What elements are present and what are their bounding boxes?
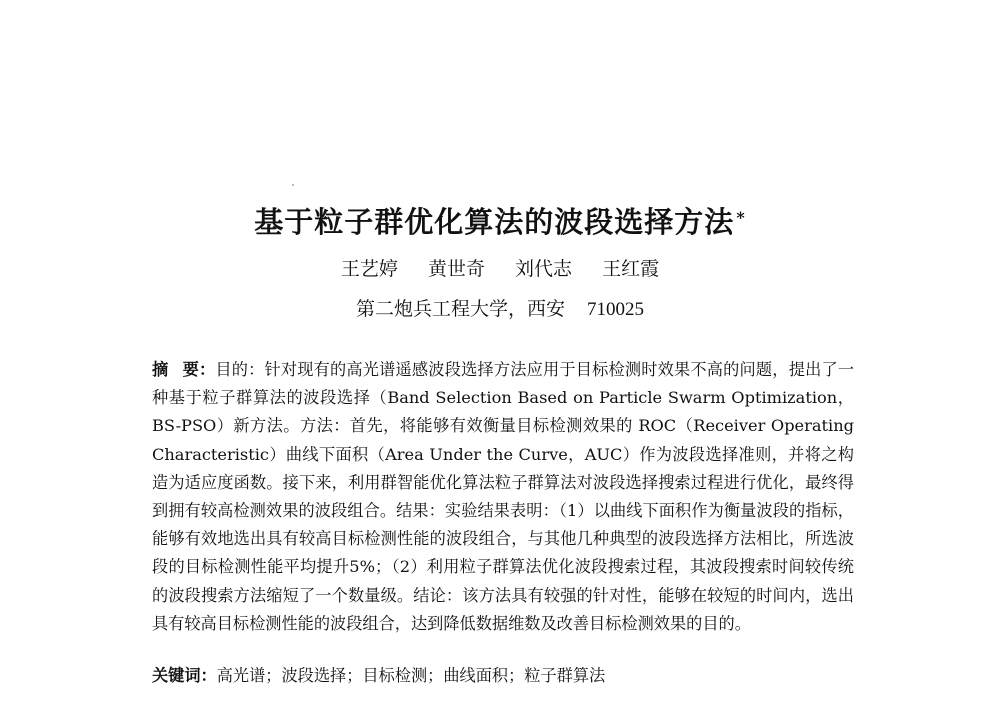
- author-2: 黄世奇: [427, 258, 485, 280]
- affiliation: [0, 296, 1000, 323]
- postcode: 710025: [587, 299, 644, 320]
- abstract-label-b: 要：: [182, 360, 216, 379]
- abstract: [152, 356, 854, 638]
- affiliation-text: 第二炮兵工程大学，西安: [355, 298, 565, 320]
- author-4: 王红霞: [602, 258, 660, 280]
- abstract-body: 目的：针对现有的高光谱遥感波段选择方法应用于目标检测时效果不高的问题，提出了一种基于粒子群算法的波段选择（Band Selection Based on Particle Swarm Optimization，BS-PSO）新方法。方法：首先，将能够有效衡量目标检测效果的 ROC（Receiver Operating Characteristic）曲线下面积（Area Under the Curve，AUC）作为波段选择准则，并将之构造为适应度函数。接下来，利用群智能优化算法粒子群算法对波段选择搜索过程进行优化，最终得到拥有较高检测效果的波段组合。结果：实验结果表明：（1）以曲线下面积作为衡量波段的指标，能够有效地选出具有较高目标检测性能的波段组合，与其他几种典型的波段选择方法相比，所选波段的目标检测性能平均提升5%；（2）利用粒子群算法优化波段搜索过程，其波段搜索时间较传统的波段搜索方法缩短了一个数量级。结论：该方法具有较强的针对性，能够在较短的时间内，选出具有较高目标检测性能的波段组合，达到降低数据维数及改善目标检测效果的目的。: [152, 360, 855, 633]
- keywords-text: 高光谱；波段选择；目标检测；曲线面积；粒子群算法: [216, 666, 606, 685]
- paper-title-text: 基于粒子群优化算法的波段选择方法: [254, 205, 735, 239]
- author-list: [0, 256, 1000, 282]
- title-footnote-mark: *: [736, 208, 746, 227]
- scan-speck: [292, 184, 294, 186]
- author-3: 刘代志: [515, 258, 573, 280]
- keywords-label: 关键词：: [152, 666, 217, 685]
- paper-title: [0, 203, 1000, 241]
- author-1: 王艺婷: [340, 258, 398, 280]
- keywords: [152, 662, 854, 690]
- abstract-label-a: 摘: [152, 360, 169, 379]
